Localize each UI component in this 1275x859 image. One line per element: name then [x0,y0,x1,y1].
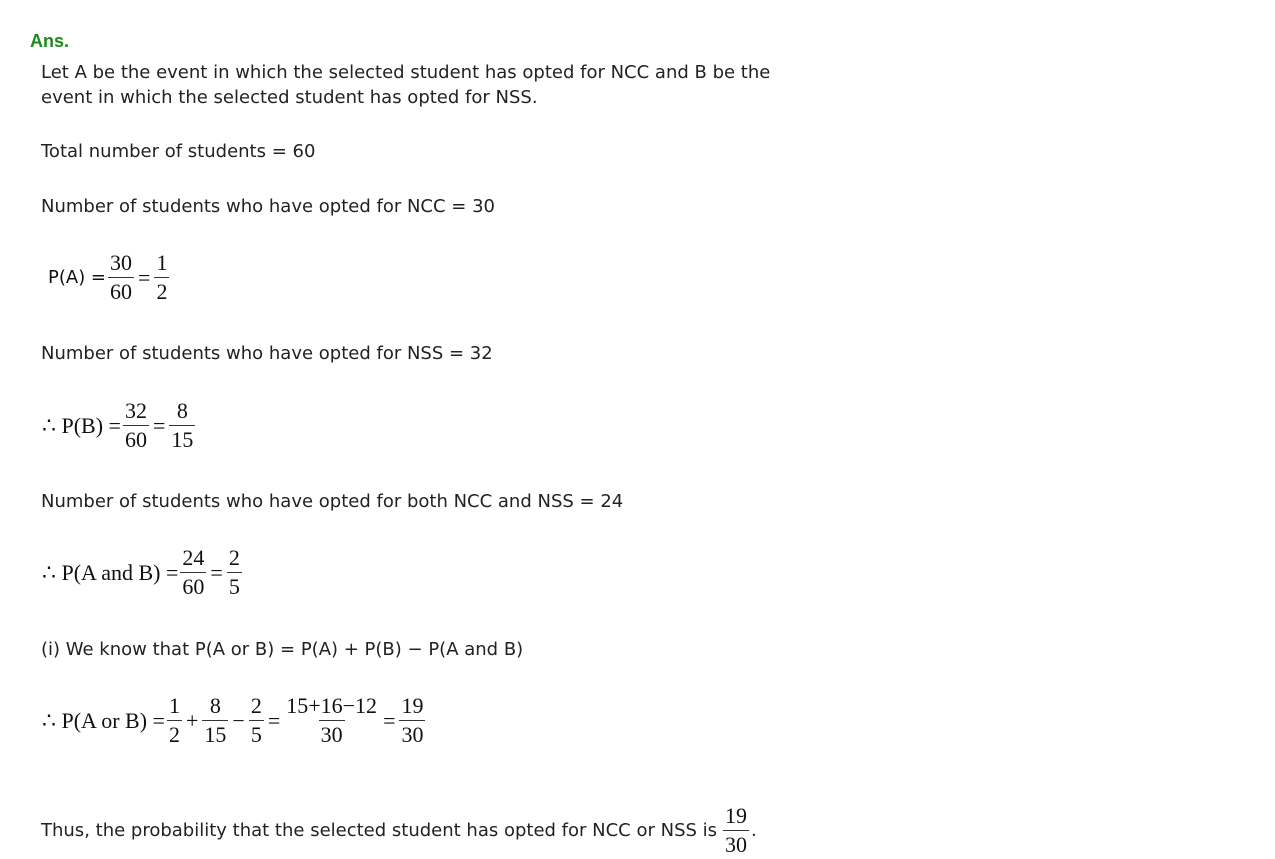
fraction: $\frac{1}{2}$ [156,250,168,304]
equation-lhs: ∴ P(A or B) = [42,707,165,733]
nss-students-line: Number of students who have opted for NSS = 32 [41,343,493,364]
intro-line-1: Let A be the event in which the selected student has opted for NCC and B be the [41,62,771,83]
equation-pb: ∴ P(B) = $\frac{32}{60}$ = $\frac{8}{15}$ [42,398,194,452]
ncc-students-line: Number of students who have opted for NCC = 30 [41,196,495,217]
fraction: $\frac{8}{15}$ [171,398,194,452]
formula-line: (i) We know that P(A or B) = P(A) + P(B) − P(A and B) [41,639,524,660]
equation-lhs: ∴ P(A and B) = [42,559,179,585]
fraction: $\frac{24}{60}$ [182,545,205,599]
final-answer [721,802,751,859]
conclusion-text: Thus, the probability that the selected student has opted for NCC or NSS is [41,820,718,841]
final-period: . [751,820,757,841]
equation-lhs: ∴ P(B) = [42,412,121,438]
equation-lhs: P(A) = [48,267,107,288]
equation-pab: ∴ P(A and B) = $\frac{24}{60}$ = $\frac{2}{5}$ [42,545,240,599]
fraction: $\frac{32}{60}$ [124,398,147,452]
fraction: $\frac{30}{60}$ [110,250,133,304]
equation-pa-or-b: ∴ P(A or B) = $\frac{1}{2}$ + $\frac{8}{15}$ − $\frac{2}{5}$ = $\frac{15+16-12}{30}$ = $\frac{19}{30}$ [42,693,424,747]
both-students-line: Number of students who have opted for both NCC and NSS = 24 [41,491,624,512]
fraction: $\frac{2}{5}$ [228,545,240,599]
total-students-line: Total number of students = 60 [41,141,316,162]
fraction: $\frac{15+16-12}{30}$ [286,693,378,747]
intro-line-2: event in which the selected student has opted for NSS. [41,87,538,108]
fraction: $\frac{1}{2}$ [168,693,180,747]
conclusion-line [41,802,757,859]
fraction: $\frac{19}{30}$ [401,693,424,747]
fraction: $\frac{19}{30}$ [725,803,748,857]
fraction: $\frac{8}{15}$ [204,693,227,747]
answer-heading: Ans. [30,31,70,51]
fraction: $\frac{2}{5}$ [250,693,262,747]
equation-pa: P(A) = $\frac{30}{60}$ = $\frac{1}{2}$ [48,250,168,304]
